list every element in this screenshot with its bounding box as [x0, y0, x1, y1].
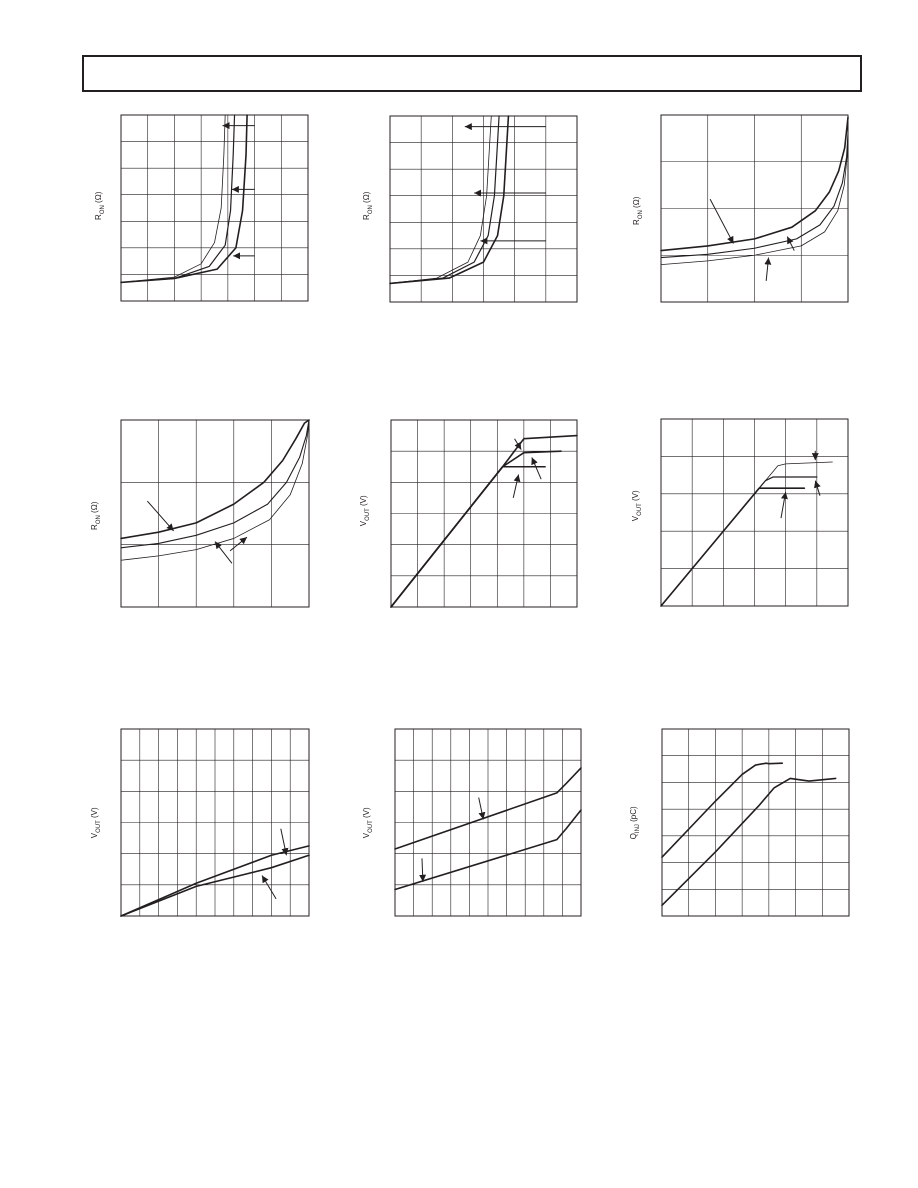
chart-panel-6: [620, 415, 860, 615]
series-line-2: [391, 451, 561, 607]
series-line-1: [662, 763, 782, 857]
y-axis-label: $R_{ON}$ (Ω): [362, 191, 374, 220]
annotation-arrow-2: [815, 481, 820, 496]
chart-plot: [389, 115, 578, 303]
chart-plot: [120, 419, 310, 608]
annotation-arrow-3: [766, 258, 768, 281]
annotation-arrow-1: [479, 798, 484, 820]
annotation-arrow-2: [230, 537, 247, 551]
chart-plot: [394, 728, 582, 917]
y-axis-label: $V_{OUT}$ (V): [90, 807, 102, 839]
chart-panel-7: [80, 725, 320, 925]
annotation-arrow-2: [262, 875, 276, 898]
plot-frame: [121, 115, 308, 301]
chart-plot: [660, 418, 849, 607]
chart-plot: [660, 114, 849, 303]
chart-panel-1: [80, 110, 320, 310]
series-line-3: [121, 115, 247, 282]
series-line-3: [391, 467, 545, 607]
series-line-1: [121, 420, 309, 538]
header-box: [82, 55, 862, 92]
annotation-arrow-3: [781, 492, 786, 518]
plot-frame: [662, 729, 849, 916]
chart-panel-2: [350, 110, 590, 310]
chart-panel-8: [350, 725, 590, 925]
y-axis-label: $R_{ON}$ (Ω): [90, 501, 102, 530]
series-line-3: [390, 116, 508, 283]
annotation-arrow-1: [147, 501, 173, 531]
series-line-2: [121, 420, 309, 548]
chart-plot: [661, 728, 850, 917]
series-line-2: [121, 115, 235, 282]
y-axis-label: $V_{OUT}$ (V): [631, 490, 643, 522]
chart-panel-3: [620, 110, 860, 310]
annotation-arrow-3: [513, 475, 518, 498]
series-line-1: [661, 462, 832, 606]
chart-panel-4: [80, 415, 320, 615]
annotation-arrow-2: [422, 858, 423, 881]
series-line-1: [121, 115, 225, 282]
chart-plot: [120, 728, 310, 917]
annotation-arrow-1: [710, 199, 733, 243]
annotation-arrow-2: [532, 457, 541, 479]
chart-plot: [120, 114, 309, 302]
y-axis-label: $V_{OUT}$ (V): [359, 495, 371, 527]
series-line-2: [390, 116, 499, 283]
y-axis-label: $R_{ON}$ (Ω): [632, 196, 644, 225]
series-line-2: [661, 477, 817, 606]
y-axis-label: $Q_{INJ}$ (pC): [629, 806, 641, 840]
annotation-arrow-1: [281, 829, 287, 855]
series-line-3: [121, 420, 309, 560]
series-line-2: [662, 778, 836, 905]
y-axis-label: $V_{OUT}$ (V): [362, 807, 374, 839]
chart-plot: [390, 419, 578, 608]
y-axis-label: $R_{ON}$ (Ω): [94, 191, 106, 220]
series-line-1: [391, 436, 577, 607]
chart-panel-9: [620, 725, 860, 925]
chart-panel-5: [350, 415, 590, 615]
